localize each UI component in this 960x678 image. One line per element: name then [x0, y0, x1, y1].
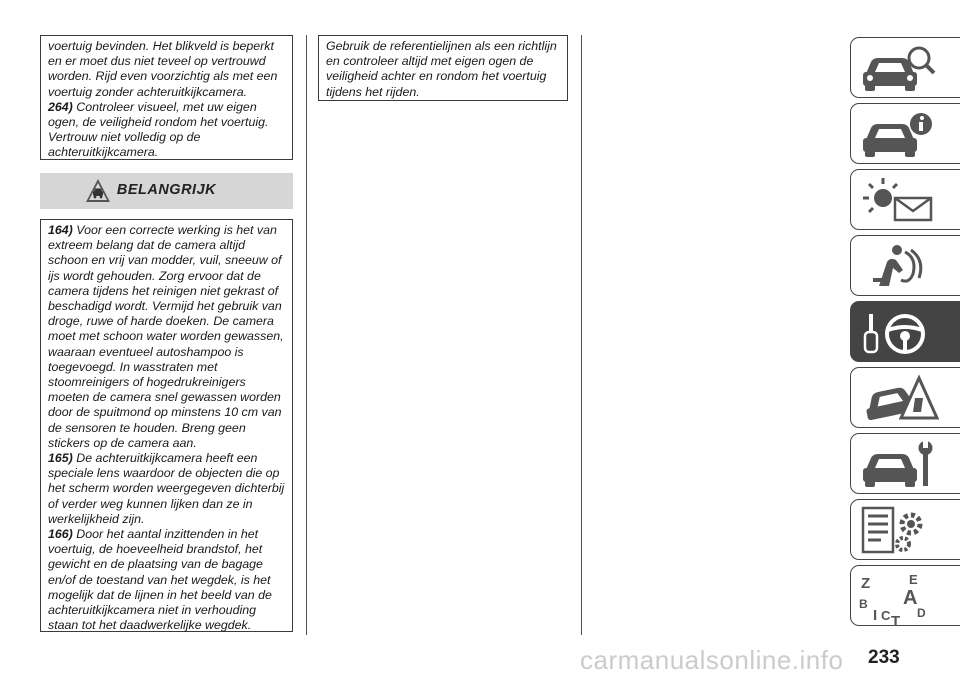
column-divider: [306, 35, 307, 635]
tab-car-info[interactable]: [850, 103, 960, 164]
warning-light-message-icon: [859, 174, 939, 226]
item-number: 165): [48, 451, 73, 466]
important-text: Voor een correcte werking is het van extreem belang dat de camera altijd schoon en vrij van modder, vuil, sneeuw of ijs wordt gehouden. Zorg ervoor dat de camera tijdens het reinigen niet gekrast of beschadigd wordt. Vermijd het gebruik van droge, ruwe of harde doeken. De camera moet met schoon water worden gewassen, waaraan eventueel autoshampoo is toegevoegd. In wasstraten met stoomreinigers of hogedrukreinigers moeten de camera snel gewassen worden door de spuitmond op minstens 10 cm van de sensoren te houden. Breng geen stickers op de camera aan.: [48, 223, 284, 450]
warning-text: Gebruik de referentielijnen als een richtlijn en controleer altijd met eigen ogen de veiligheid achter en rondom het voertuig tijdens het rijden.: [326, 39, 557, 99]
index-letter: B: [859, 597, 868, 611]
important-text: Door het aantal inzittenden in het voertuig, de hoeveelheid brandstof, het gewicht en de plaatsing van de bagage en/of de toestand van het wegdek, is het mogelijk dat de lijnen in het beeld van de achteruitkijkcamera niet in verhouding staan tot het daadwerkelijke wegdek.: [48, 527, 272, 633]
tab-emergency[interactable]: [850, 367, 960, 428]
key-steering-wheel-icon: [859, 306, 939, 358]
column-divider: [581, 35, 582, 635]
item-number: 264): [48, 99, 73, 114]
index-letter: A: [903, 587, 918, 609]
tab-alphabetical-index[interactable]: [850, 565, 960, 626]
index-letter: D: [917, 606, 926, 620]
seat-airbag-icon: [859, 240, 939, 292]
watermark: carmanualsonline.info: [580, 645, 844, 675]
tab-safety[interactable]: [850, 235, 960, 296]
important-text: De achteruitkijkcamera heeft een speciale lens waardoor de objecten die op het scherm worden weergegeven dichterbij of verder weg kunnen lijken dan ze in werkelijkheid zijn.: [48, 451, 285, 526]
warning-text: voertuig bevinden. Het blikveld is beperkt en er moet dus niet teveel op vertrouwd worden. Rijd even voorzichtig als met een voertuig zonder achteruitkijkcamera.: [48, 39, 278, 99]
index-letter: C: [881, 608, 891, 623]
item-number: 164): [48, 223, 73, 237]
specifications-gears-icon: [859, 504, 939, 556]
tab-car-search[interactable]: [850, 37, 960, 98]
important-title: BELANGRIJK: [116, 182, 217, 198]
middle-warning-box: [318, 35, 568, 101]
warning-text: Controleer visueel, met uw eigen ogen, de veiligheid rondom het voertuig. Vertrouw niet volledig op de achteruitkijkcamera.: [48, 99, 269, 160]
warning-continuation-box: [40, 35, 293, 160]
alphabet-index-icon: [859, 570, 939, 626]
tab-maintenance[interactable]: [850, 433, 960, 494]
tab-warning-lights[interactable]: [850, 169, 960, 230]
page-number: 233: [868, 647, 900, 668]
car-search-icon: [859, 42, 939, 94]
item-number: 166): [48, 527, 73, 542]
car-wrench-icon: [859, 438, 939, 490]
tab-technical-data[interactable]: [850, 499, 960, 560]
index-letter: Z: [861, 575, 871, 592]
car-info-icon: [859, 108, 939, 160]
index-letter: I: [873, 607, 878, 624]
important-header: [40, 173, 293, 209]
car-crash-warning-icon: [859, 372, 939, 424]
index-letter: T: [891, 613, 901, 626]
tab-starting-driving[interactable]: [850, 301, 960, 362]
index-letter: E: [909, 572, 918, 587]
important-box: [40, 219, 293, 632]
